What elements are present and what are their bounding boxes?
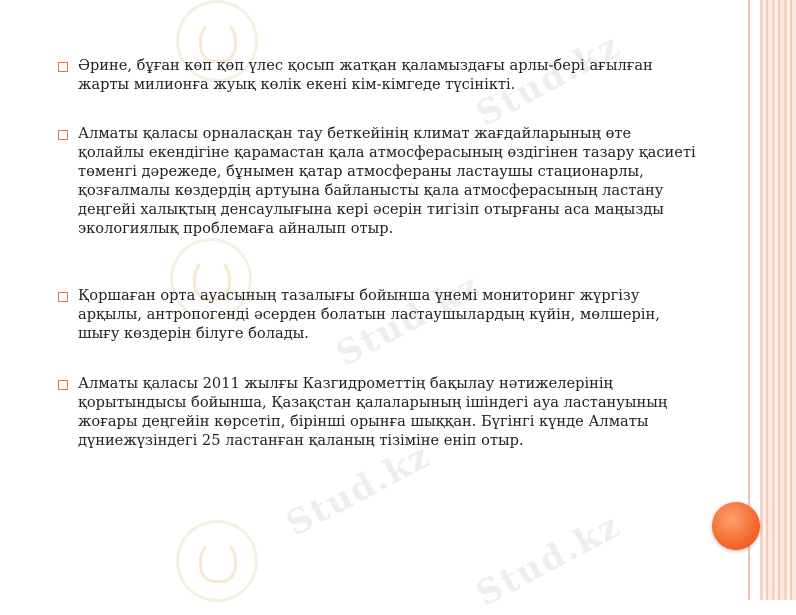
watermark-text: Stud.kz xyxy=(329,265,488,375)
bullet-text: Алматы қаласы орналасқан тау беткейінің климат жағдайларының өте қолайлы екендігіне қарамастан қала атмосферасының өздігінен тазару қасиеті төменгі дәрежеде, бұнымен қатар атмосфераны ластаушы стационарлы, қозғалмалы көздердің артуына байланысты қала атмосферасының ластану деңгейі халықтың денсаулығына кері әсерін тигізіп отырғаны аса маңызды экологиялық проблемаға айналып отыр. xyxy=(78,125,696,237)
bullet-text: Алматы қаласы 2011 жылғы Казгидрометтің бақылау нәтижелерінің қорытындысы бойынша, Қазақстан қалаларының ішіндегі ауа ластануының жоғары деңгейін көрсетіп, бірінші орынға шыққан. Бүгінгі күнде Алматы дүниежүзіндегі 25 ластанған қаланың тізіміне еніп отыр. xyxy=(78,375,668,449)
bullet-text: Әрине, бұған көп қөп үлес қосып жатқан қаламыздағы арлы-бері ағылған жарты милионға жуық көлік екені кім-кімгеде түсінікті. xyxy=(78,57,653,93)
decorative-border-band xyxy=(760,0,796,600)
watermark-text: Stud.kz xyxy=(469,25,628,135)
square-bullet-icon xyxy=(58,130,68,140)
square-bullet-icon xyxy=(58,380,68,390)
bullet-item xyxy=(58,56,698,94)
watermark-logo xyxy=(176,520,258,602)
bullet-item xyxy=(58,374,698,450)
watermark-text: Stud.kz xyxy=(279,435,438,545)
orange-circle-decoration xyxy=(712,502,760,550)
bullet-text: Қоршаған орта ауасының тазалығы бойынша үнемі мониторинг жүргізу арқылы, антропогенді әсерден болатын ластаушылардың күйін, мөлшерін, шығу көздерін білуге болады. xyxy=(78,287,660,342)
watermark-text: Stud.kz xyxy=(469,505,628,615)
bullet-item xyxy=(58,124,698,238)
bullet-item xyxy=(58,286,698,343)
square-bullet-icon xyxy=(58,292,68,302)
square-bullet-icon xyxy=(58,62,68,72)
